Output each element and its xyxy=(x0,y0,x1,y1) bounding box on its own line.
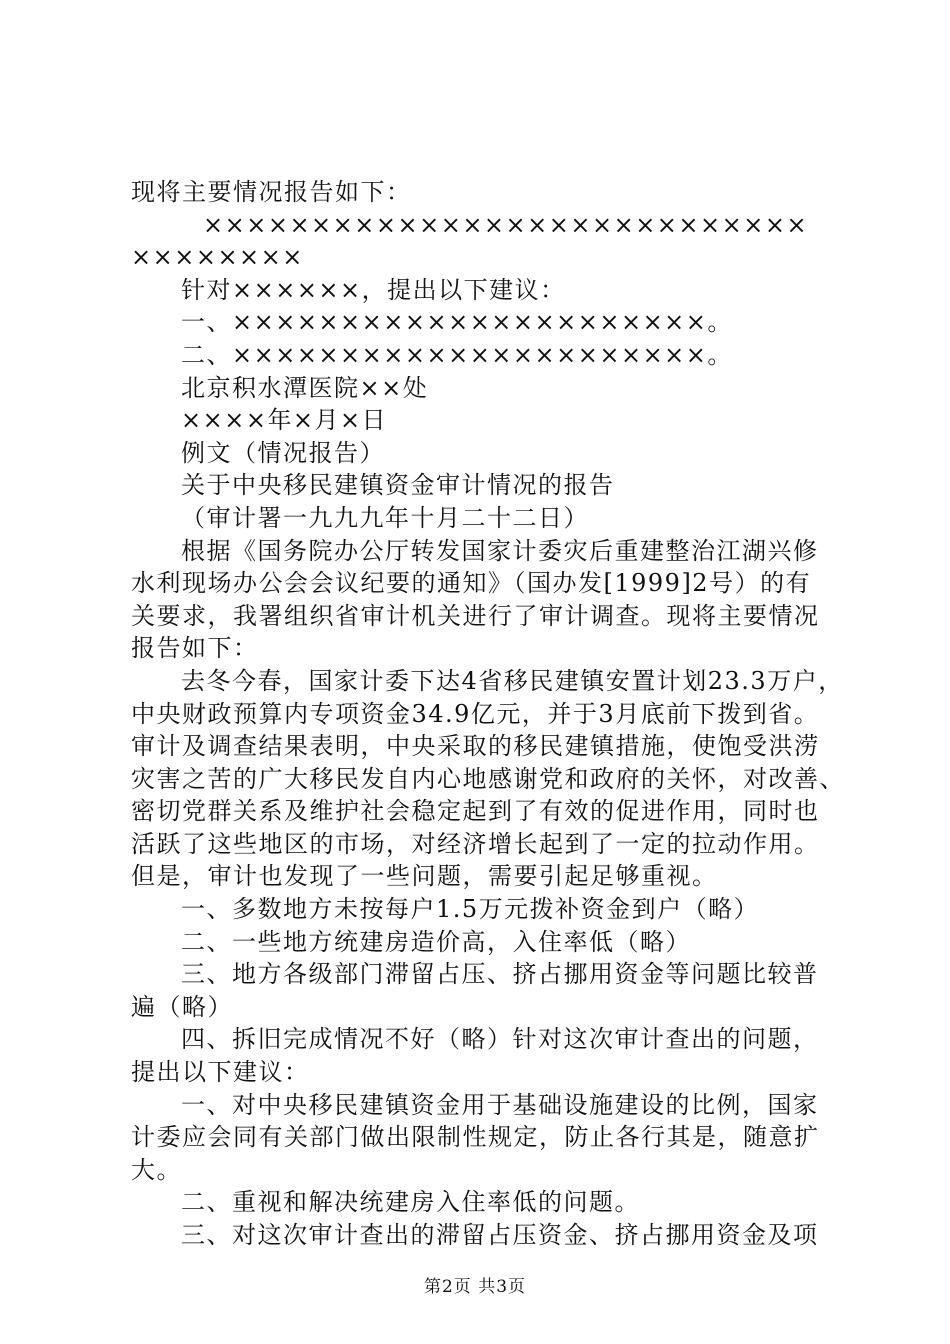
text-line: 一、××××××××××××××××××××××。 xyxy=(181,308,733,337)
text-line: 计委应会同有关部门做出限制性规定，防止各行其是，随意扩 xyxy=(131,1123,820,1152)
text-line: 根据《国务院办公厅转发国家计委灾后重建整治江湖兴修 xyxy=(181,536,819,565)
text-line: 二、××××××××××××××××××××××。 xyxy=(181,340,733,369)
text-line: 关要求，我署组织省审计机关进行了审计调查。现将主要情况 xyxy=(131,601,820,630)
text-line: 针对××××××，提出以下建议： xyxy=(181,275,566,304)
page-number-footer: 第2页 共3页 xyxy=(423,1277,527,1297)
text-line: 中央财政预算内专项资金34.9亿元，并于3月底前下拨到省。 xyxy=(131,699,820,728)
text-line: 去冬今春，国家计委下达4省移民建镇安置计划23.3万户， xyxy=(181,666,844,695)
text-line: 三、对这次审计查出的滞留占压资金、挤占挪用资金及项 xyxy=(181,1221,819,1249)
text-line: ×××××××× xyxy=(131,243,304,272)
text-line: 密切党群关系及维护社会稳定起到了有效的促进作用，同时也 xyxy=(131,797,820,826)
text-line: 现将主要情况报告如下： xyxy=(131,178,412,206)
text-line: 关于中央移民建镇资金审计情况的报告 xyxy=(181,471,615,500)
text-line: 例文（情况报告） xyxy=(181,438,385,467)
text-line: 提出以下建议： xyxy=(131,1058,310,1087)
text-line: 三、地方各级部门滞留占压、挤占挪用资金等问题比较普 xyxy=(181,960,819,989)
text-line: 灾害之苦的广大移民发自内心地感谢党和政府的关怀，对改善、 xyxy=(131,764,845,793)
text-line: 一、对中央移民建镇资金用于基础设施建设的比例，国家 xyxy=(181,1090,819,1119)
text-line: 但是，审计也发现了一些问题，需要引起足够重视。 xyxy=(131,862,718,891)
text-line: ×××××××××××××××××××××××××××× xyxy=(203,210,809,239)
document-body xyxy=(131,176,845,1252)
text-line: 报告如下： xyxy=(131,634,259,663)
text-line: 遍（略） xyxy=(131,992,233,1021)
text-line: 审计及调查结果表明，中央采取的移民建镇措施，使饱受洪涝 xyxy=(131,732,820,761)
text-line: 北京积水潭医院××处 xyxy=(181,373,429,402)
text-line: ××××年×月×日 xyxy=(181,406,388,435)
text-line: 二、一些地方统建房造价高，入住率低（略） xyxy=(181,927,691,956)
text-line: （审计署一九九九年十月二十二日） xyxy=(181,503,589,532)
text-line: 大。 xyxy=(131,1155,182,1184)
text-line: 水利现场办公会会议纪要的通知》（国办发[1999]2号）的有 xyxy=(131,569,812,598)
text-line: 二、重视和解决统建房入住率低的问题。 xyxy=(181,1188,640,1217)
text-line: 四、拆旧完成情况不好（略）针对这次审计查出的问题， xyxy=(181,1025,819,1054)
text-line: 活跃了这些地区的市场，对经济增长起到了一定的拉动作用。 xyxy=(131,829,820,858)
text-line: 一、多数地方未按每户1.5万元拨补资金到户（略） xyxy=(181,895,760,924)
